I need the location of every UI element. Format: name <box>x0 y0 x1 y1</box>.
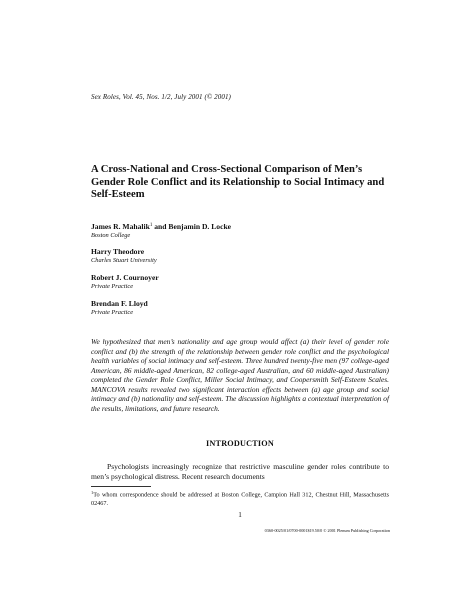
page-number: 1 <box>238 511 242 519</box>
footnote <box>91 489 389 508</box>
journal-citation: Sex Roles, Vol. 45, Nos. 1/2, July 2001 (© 2001) <box>91 93 231 101</box>
footnote-marker: 1 <box>91 490 94 495</box>
author-entry <box>91 221 231 240</box>
author-affiliation: Private Practice <box>91 283 134 290</box>
author-affiliation: Charles Stuart University <box>91 257 157 264</box>
footnote-text: To whom correspondence should be addressed at Boston College, Campion Hall 312, Chestnut Hill, Massachusetts 02467. <box>91 491 389 507</box>
author-name: Harry Theodore <box>91 247 145 256</box>
footnote-marker: 1 <box>149 223 153 228</box>
author-name: Brendan F. Lloyd <box>91 299 148 308</box>
author-affiliation: Private Practice <box>91 309 134 316</box>
author-name <box>91 221 231 232</box>
author-name-text: James R. Mahalik <box>91 222 150 231</box>
author-entry <box>91 299 148 317</box>
introduction-paragraph: Psychologists increasingly recognize that restrictive masculine gender roles contribute to men’s psychological distress. Recent research documents <box>91 462 389 481</box>
article-title: A Cross-National and Cross-Sectional Comparison of Men’s Gender Role Conflict and its Relationship to Social Intimacy and Self-Esteem <box>91 164 385 201</box>
author-name: Robert J. Cournoyer <box>91 273 159 282</box>
section-heading: INTRODUCTION <box>206 439 274 448</box>
author-entry <box>91 247 157 265</box>
author-entry <box>91 273 159 291</box>
copyright-line: 0360-0025/01/0700-0001$19.50/0 © 2001 Plenum Publishing Corporation <box>264 528 390 533</box>
footnote-rule <box>91 486 151 487</box>
coauthor-name: and Benjamin D. Locke <box>152 222 232 231</box>
author-affiliation: Boston College <box>91 232 131 239</box>
abstract: We hypothesized that men’s nationality and age group would affect (a) their level of gender role conflict and (b) the strength of the relationship between gender role conflict and the psychological health variables of social intimacy and self-esteem. Three hundred twenty-five men (97 college-aged American, 86 middle-aged American, 82 college-aged Australian, and 60 middle-aged Australian) completed the Gender Role Conflict, Miller Social Intimacy, and Coopersmith Self-Esteem Scales. MANCOVA results revealed two significant interaction effects between (a) age group and social intimacy and (b) nationality and self-esteem. The discussion highlights a contextual interpretation of the results, limitations, and future research. <box>91 337 389 413</box>
